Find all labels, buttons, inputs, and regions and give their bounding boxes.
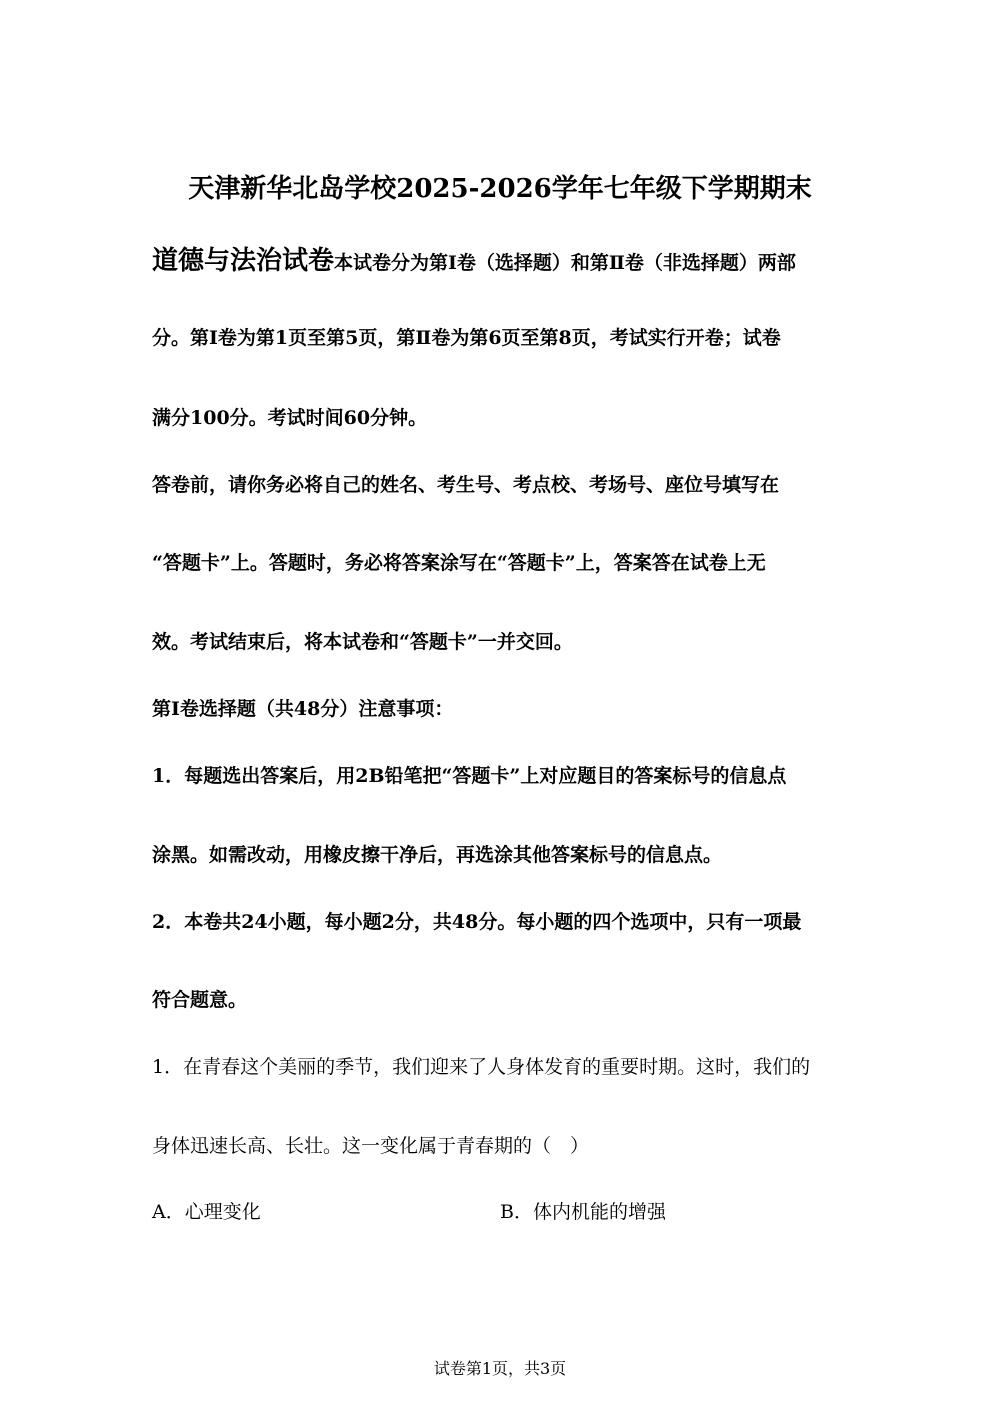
rule-2-line-2: 符合题意。 bbox=[152, 989, 248, 1011]
exam-title: 天津新华北岛学校2025-2026学年七年级下学期期末 bbox=[188, 174, 812, 204]
question-1-option-b: B．体内机能的增强 bbox=[500, 1201, 666, 1223]
subject-title: 道德与法治试卷 bbox=[152, 246, 335, 276]
notice-text-1: 答卷前，请你务必将自己的姓名、考生号、考点校、考场号、座位号填写在 bbox=[152, 474, 780, 496]
question-1-option-a: A．心理变化 bbox=[152, 1201, 261, 1223]
subject-intro-line bbox=[152, 240, 796, 277]
intro-text-2: 分。第Ⅰ卷为第1页至第5页，第Ⅱ卷为第6页至第8页，考试实行开卷；试卷 bbox=[152, 327, 781, 349]
notice-text-2: “答题卡”上。答题时，务必将答案涂写在“答题卡”上，答案答在试卷上无 bbox=[152, 552, 766, 574]
notice-text-3: 效。考试结束后，将本试卷和“答题卡”一并交回。 bbox=[152, 631, 573, 653]
page-footer: 试卷第1页，共3页 bbox=[433, 1359, 567, 1378]
intro-text-3: 满分100分。考试时间60分钟。 bbox=[152, 407, 428, 429]
question-1-line-1: 1．在青春这个美丽的季节，我们迎来了人身体发育的重要时期。这时，我们的 bbox=[152, 1056, 811, 1078]
intro-text-1: 本试卷分为第Ⅰ卷（选择题）和第Ⅱ卷（非选择题）两部 bbox=[334, 252, 796, 274]
rule-2-line-1: 2．本卷共24小题，每小题2分，共48分。每小题的四个选项中，只有一项最 bbox=[152, 911, 802, 933]
section-header: 第Ⅰ卷选择题（共48分）注意事项： bbox=[152, 698, 454, 720]
rule-1-line-2: 涂黑。如需改动，用橡皮擦干净后，再选涂其他答案标号的信息点。 bbox=[152, 844, 723, 866]
rule-1-line-1: 1．每题选出答案后，用2B铅笔把“答题卡”上对应题目的答案标号的信息点 bbox=[152, 765, 787, 787]
question-1-line-2: 身体迅速长高、长壮。这一变化属于青春期的（ ） bbox=[152, 1135, 590, 1157]
